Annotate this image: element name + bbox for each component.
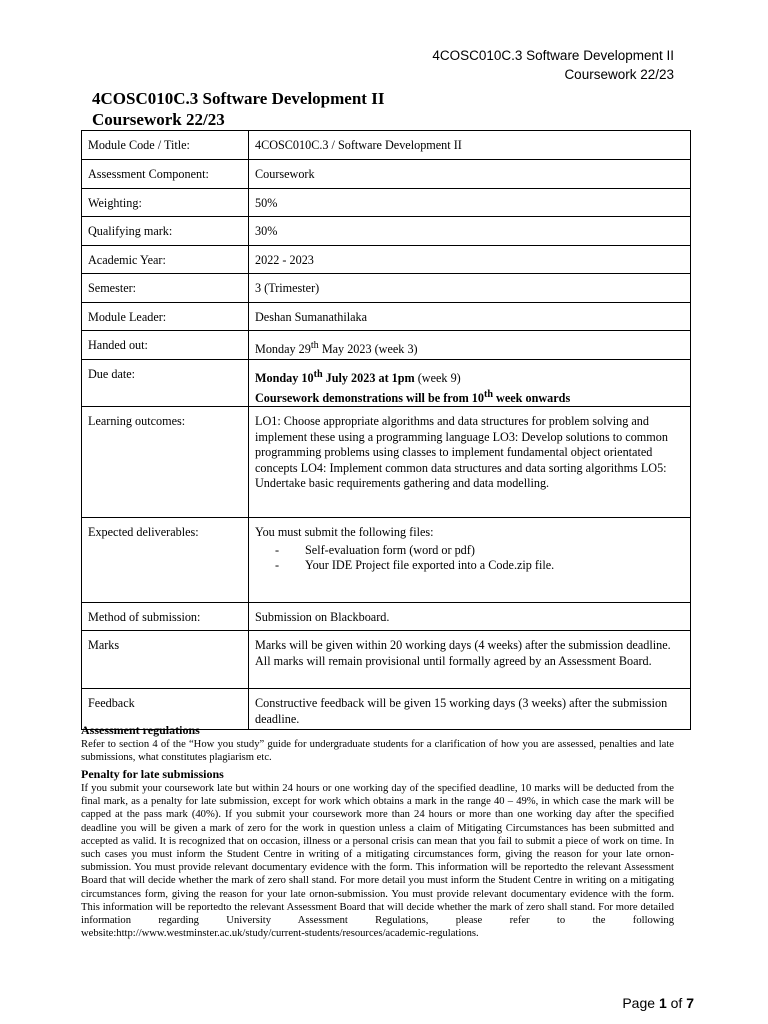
submission-label: Method of submission: xyxy=(82,603,249,631)
row-deliverables xyxy=(82,518,691,603)
due-day: Monday 10 xyxy=(255,371,314,386)
demo-text: Coursework demonstrations will be from 10 xyxy=(255,390,484,405)
due-sup: th xyxy=(313,369,323,380)
module-code-value: 4COSC010C.3 / Software Development II xyxy=(249,131,691,160)
row-submission xyxy=(82,603,691,631)
weighting-value: 50% xyxy=(249,189,691,217)
running-header-line1: 4COSC010C.3 Software Development II xyxy=(432,48,674,63)
deliverable-item: - Self-evaluation form (word or pdf) xyxy=(275,543,684,559)
row-marks xyxy=(82,631,691,689)
handed-out-value xyxy=(249,331,691,360)
deliverables-label: Expected deliverables: xyxy=(82,518,249,603)
deliverables-list xyxy=(255,543,684,574)
semester-value: 3 (Trimester) xyxy=(249,274,691,303)
regulations-heading: Assessment regulations xyxy=(81,723,200,737)
due-week: (week 9) xyxy=(414,371,461,386)
row-academic-year xyxy=(82,246,691,274)
demo-rest: week onwards xyxy=(493,390,571,405)
page-of: of xyxy=(666,995,687,1011)
assessment-component-value: Coursework xyxy=(249,160,691,189)
due-date-value xyxy=(249,360,691,407)
academic-year-label: Academic Year: xyxy=(82,246,249,274)
weighting-label: Weighting: xyxy=(82,189,249,217)
deliverable-item: - Your IDE Project file exported into a Code.zip file. xyxy=(275,558,684,574)
page-current: 1 xyxy=(658,995,667,1011)
demo-sup: th xyxy=(483,388,493,400)
penalty-heading: Penalty for late submissions xyxy=(81,767,224,781)
row-weighting xyxy=(82,189,691,217)
due-time: July 2023 at 1pm xyxy=(322,371,415,386)
due-date-label: Due date: xyxy=(82,360,249,407)
learning-outcomes-label: Learning outcomes: xyxy=(82,407,249,518)
regulations-text: Refer to section 4 of the “How you study” guide for undergraduate students for a clarification of how you are assessed, penalties and late submissions, what constitutes plagiarism etc. xyxy=(81,739,674,764)
handed-out-sup: th xyxy=(310,340,319,351)
marks-value: Marks will be given within 20 working days (4 weeks) after the submission deadline. All marks will remain provisional until formally agreed by an Assessment Board. xyxy=(249,631,691,689)
handed-out-rest: May 2023 (week 3) xyxy=(318,342,418,357)
feedback-value: Constructive feedback will be given 15 working days (3 weeks) after the submission deadline. xyxy=(249,689,691,730)
demo-line xyxy=(255,387,684,407)
module-leader-value: Deshan Sumanathilaka xyxy=(249,303,691,331)
assessment-component-label: Assessment Component: xyxy=(82,160,249,189)
learning-outcomes-value: LO1: Choose appropriate algorithms and data structures for problem solving and implement these using a programming language LO3: Develop solutions to common programming problems using classes to implement fundamental object orientated concepts LO4: Implement common data structures and data sorting algorithms LO5: Undertake basic requirements gathering and data modelling. xyxy=(249,407,691,518)
document-title-line2: Coursework 22/23 xyxy=(92,110,225,129)
page-word: Page xyxy=(622,995,659,1011)
running-header xyxy=(432,46,674,84)
handed-out-label: Handed out: xyxy=(82,331,249,360)
row-learning-outcomes xyxy=(82,407,691,518)
deliverables-value xyxy=(249,518,691,603)
handed-out-day: Monday 29 xyxy=(255,342,311,357)
row-handed-out xyxy=(82,331,691,360)
penalty-text: If you submit your coursework late but within 24 hours or one working day of the specified deadline, 10 marks will be deducted from the final mark, as a penalty for late submission, except for work which obtains a mark in the range 40 – 49%, in which case the mark will be capped at the pass mark (40%). If you submit your coursework more than 24 hours or more than one working day after the specified deadline you will be given a mark of zero for the work in question unless a claim of Mitigating Circumstances has been submitted and accepted as valid. It is recognized that on occasion, illness or a personal crisis can mean that you fail to submit a piece of work on time. In such cases you must inform the Student Centre in writing of a mitigating circumstances form, giving the reason for your late ornon-submission. You must provide relevant documentary evidence with the form. This information will be reportedto the relevant Assessment Board that will decide whether the mark of zero shall stand. For more detail you must inform the Student Centre in writing on a mitigating circumstances form, giving the reason for your late ornon-submission. You must provide relevant documentary evidence with the form. This information will be reportedto the relevant Assessment Board that will decide whether the mark of zero shall stand. For more detailed information regarding University Assessment Regulations, please refer to the following website:http://www.westminster.ac.uk/study/current-students/resources/academic-regulations. xyxy=(81,783,674,940)
qualifying-mark-label: Qualifying mark: xyxy=(82,217,249,246)
row-due-date xyxy=(82,360,691,407)
module-leader-label: Module Leader: xyxy=(82,303,249,331)
module-info-table xyxy=(81,130,691,730)
page-total: 7 xyxy=(686,995,694,1011)
marks-label: Marks xyxy=(82,631,249,689)
row-semester xyxy=(82,274,691,303)
row-module-leader xyxy=(82,303,691,331)
penalty-paragraph xyxy=(81,782,674,940)
due-date-line xyxy=(255,367,684,387)
document-title-line1: 4COSC010C.3 Software Development II xyxy=(92,89,385,108)
document-title xyxy=(92,88,384,130)
academic-year-value: 2022 - 2023 xyxy=(249,246,691,274)
semester-label: Semester: xyxy=(82,274,249,303)
qualifying-mark-value: 30% xyxy=(249,217,691,246)
regulations-paragraph xyxy=(81,738,674,764)
deliverables-intro: You must submit the following files: xyxy=(255,525,434,540)
submission-value: Submission on Blackboard. xyxy=(249,603,691,631)
row-module-code xyxy=(82,131,691,160)
running-header-line2: Coursework 22/23 xyxy=(564,67,674,82)
page-number xyxy=(622,995,694,1011)
module-code-label: Module Code / Title: xyxy=(82,131,249,160)
feedback-label: Feedback xyxy=(82,689,249,730)
row-qualifying-mark xyxy=(82,217,691,246)
row-assessment-component xyxy=(82,160,691,189)
